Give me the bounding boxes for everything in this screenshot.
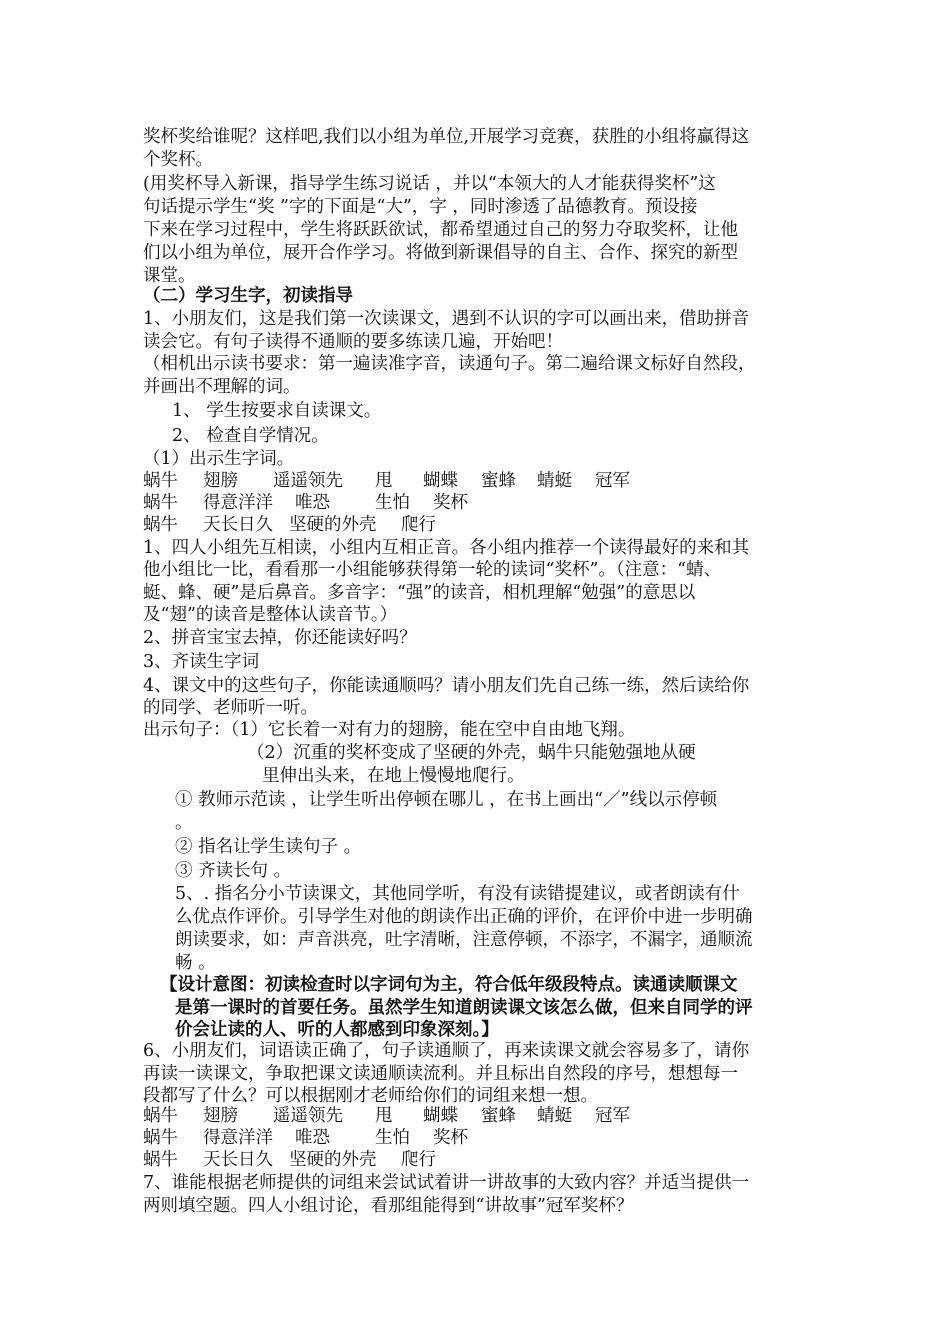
text-line: 5、. 指名分小节读课文，其他同学听，有没有读错提建议，或者朗读有什	[175, 884, 740, 904]
text-line: 及“翅”的读音是整体认读音节。）	[143, 605, 398, 625]
text-line: 7、谁能根据老师提供的词组来尝试试着讲一讲故事的大致内容？并适当提供一	[143, 1173, 750, 1193]
word: 唯恐	[295, 1128, 330, 1148]
text-line: ② 指名让学生读句子 。	[175, 837, 362, 857]
text-line: 个奖杯。	[143, 150, 213, 170]
text-line: 们以小组为单位，展开合作学习。将做到新课倡导的自主、合作、探究的新型	[143, 243, 738, 263]
text-line: 段都写了什么？可以根据刚才老师给你们的词组来想一想。	[143, 1086, 598, 1106]
word-row	[143, 1149, 843, 1171]
word: 奖杯	[433, 493, 468, 513]
text-line: 6、小朋友们，词语读正确了，句子读通顺了，再来读课文就会容易多了，请你	[143, 1041, 750, 1061]
text-line: 4、课文中的这些句子，你能读通顺吗？请小朋友们先自己练一练，然后读给你	[143, 676, 750, 696]
word: 甩	[375, 1106, 393, 1126]
word: 爬行	[401, 515, 436, 535]
word-row	[143, 1127, 843, 1149]
text-line: 1、四人小组先互相读，小组内互相正音。各小组内推荐一个读得最好的来和其	[143, 538, 750, 558]
text-line: （2）沉重的奖杯变成了坚硬的外壳，蜗牛只能勉强地从硬	[247, 743, 696, 763]
text-line: 读会它。有句子读得不通顺的要多练读几遍，开始吧！	[143, 332, 563, 352]
text-line: 3、齐读生字词	[143, 652, 260, 672]
text-line: （相机出示读书要求：第一遍读准字音，读通句子。第二遍给课文标好自然段，	[143, 354, 756, 374]
text-line: 下来在学习过程中，学生将跃跃欲试，都希望通过自己的努力夺取奖杯，让他	[143, 220, 738, 240]
text-line: ③ 齐读长句 。	[175, 861, 292, 881]
word: 天长日久	[203, 515, 273, 535]
text-line: 2、拼音宝宝去掉，你还能读好吗？	[143, 628, 417, 648]
text-line: 奖杯奖给谁呢？这样吧,我们以小组为单位,开展学习竞赛，获胜的小组将赢得这	[143, 127, 750, 147]
word: 得意洋洋	[203, 493, 273, 513]
word: 蜜蜂	[481, 471, 516, 491]
word: 蜗牛	[143, 515, 178, 535]
text-line: 他小组比一比，看看那一小组能够获得第一轮的读词“奖杯”。（注意：“蜻、	[143, 560, 722, 580]
word: 得意洋洋	[203, 1128, 273, 1148]
text-line: 畅 。	[175, 953, 216, 973]
text-line: 再读一读课文，争取把课文读通顺读流利。并且标出自然段的序号，想想每一	[143, 1064, 738, 1084]
text-line: 两则填空题。四人小组讨论，看那组能得到“讲故事”冠军奖杯？	[143, 1196, 634, 1216]
word: 坚硬的外壳	[289, 1150, 377, 1170]
word-row	[143, 470, 843, 492]
design-intent-note: 是第一课时的首要任务。虽然学生知道朗读课文该怎么做，但来自同学的评	[175, 998, 753, 1018]
word: 蝴蝶	[423, 471, 458, 491]
word: 甩	[375, 471, 393, 491]
word: 蜻蜓	[537, 471, 572, 491]
word: 蜗牛	[143, 1128, 178, 1148]
word-row	[143, 492, 843, 514]
word: 生怕	[375, 493, 410, 513]
word: 翅膀	[203, 1106, 238, 1126]
text-line: 么优点作评价。引导学生对他的朗读作出正确的评价，在评价中进一步明确	[175, 907, 753, 927]
word: 生怕	[375, 1128, 410, 1148]
word: 蜗牛	[143, 1150, 178, 1170]
text-line: 出示句子：（1）它长着一对有力的翅膀，能在空中自由地飞翔。	[143, 720, 636, 740]
text-line: 并画出不理解的词。	[143, 377, 301, 397]
word: 蜜蜂	[481, 1106, 516, 1126]
text-line: ① 教师示范读 ，让学生听出停顿在哪儿 ，在书上画出“／”线以示停顿	[175, 790, 718, 810]
text-line: (用奖杯导入新课，指导学生练习说话 ，并以“本领大的人才能获得奖杯”这	[143, 174, 716, 194]
word: 蜗牛	[143, 471, 178, 491]
text-line: 2、 检查自学情况。	[172, 426, 329, 446]
word-row	[143, 514, 843, 536]
text-line: 朗读要求，如：声音洪亮，吐字清晰，注意停顿，不添字，不漏字，通顺流	[175, 930, 753, 950]
word: 蝴蝶	[423, 1106, 458, 1126]
text-line: 句话提示学生“奖 ”字的下面是“大”，字 ，同时渗透了品德教育。预设接	[143, 197, 698, 217]
word: 遥遥领先	[273, 471, 343, 491]
design-intent-note: 价会让读的人、听的人都感到印象深刻。】	[175, 1020, 499, 1040]
text-line: 课堂。	[143, 266, 196, 286]
word: 蜻蜓	[537, 1106, 572, 1126]
word: 唯恐	[295, 493, 330, 513]
word: 蜗牛	[143, 493, 178, 513]
text-line: 的同学、老师听一听。	[143, 698, 318, 718]
word-row	[143, 1105, 843, 1127]
text-line: 里伸出头来，在地上慢慢地爬行。	[262, 766, 525, 786]
word: 爬行	[401, 1150, 436, 1170]
section-heading: （二）学习生字，初读指导	[143, 286, 353, 306]
word: 蜗牛	[143, 1106, 178, 1126]
word: 冠军	[595, 1106, 630, 1126]
text-line: 1、小朋友们，这是我们第一次读课文，遇到不认识的字可以画出来，借助拼音	[143, 309, 750, 329]
text-line: 蜓、蜂、硬”是后鼻音。多音字：“强”的读音，相机理解“勉强”的意思以	[143, 583, 696, 603]
word: 坚硬的外壳	[289, 515, 377, 535]
text-line: （1）出示生字词。	[143, 449, 295, 469]
word: 冠军	[595, 471, 630, 491]
word: 翅膀	[203, 471, 238, 491]
word: 奖杯	[433, 1128, 468, 1148]
text-line: 。	[175, 813, 193, 833]
design-intent-note: 【设计意图：初读检查时以字词句为主，符合低年级段特点。读通读顺课文	[160, 975, 738, 995]
word: 天长日久	[203, 1150, 273, 1170]
text-line: 1、 学生按要求自读课文。	[172, 401, 382, 421]
word: 遥遥领先	[273, 1106, 343, 1126]
